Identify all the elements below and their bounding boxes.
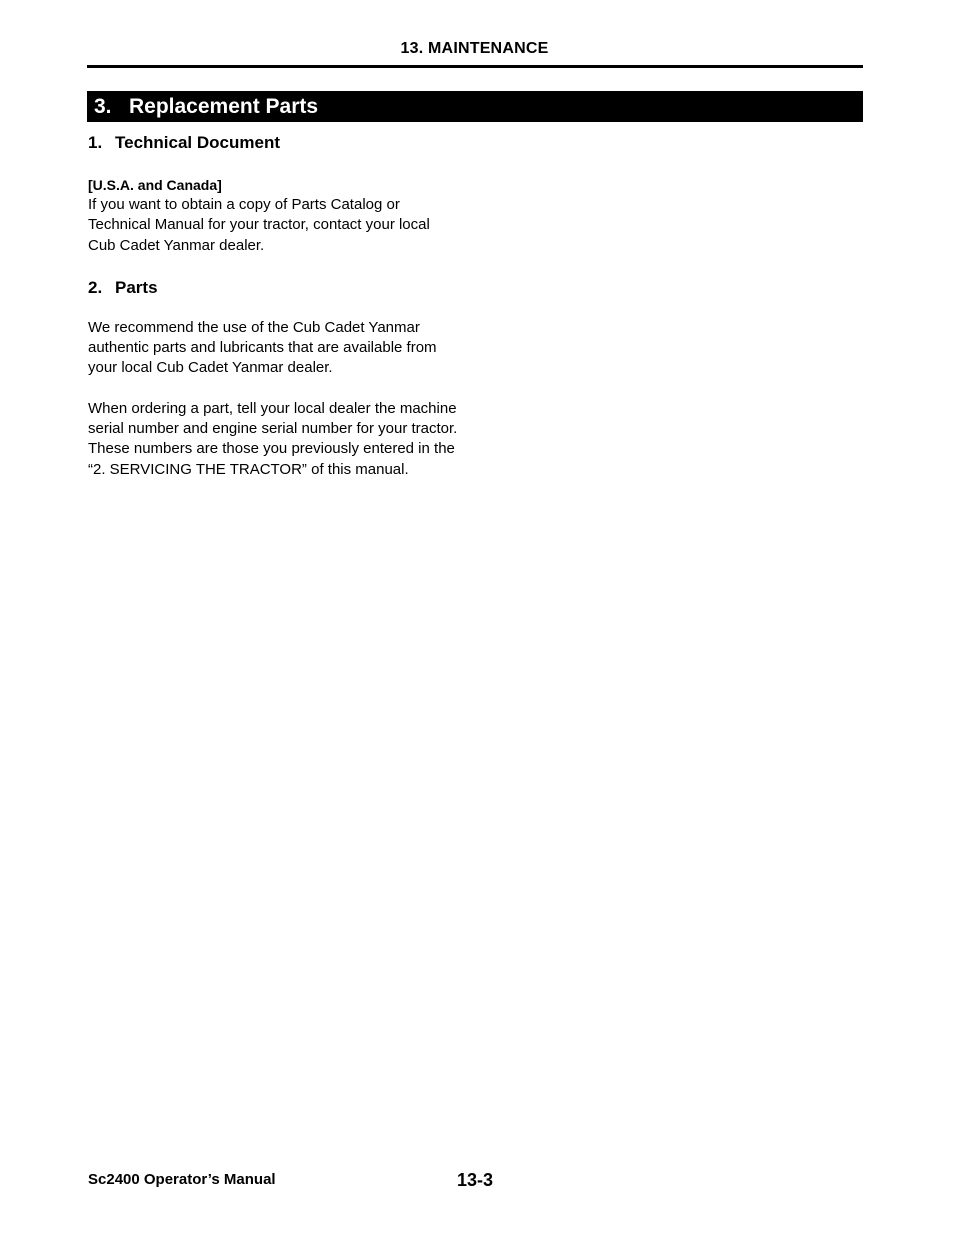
subsection-number: 1. (88, 133, 103, 152)
technical-document-paragraph: If you want to obtain a copy of Parts Catalog or Technical Manual for your tractor, contact your local Cub Cadet Yanmar dealer. (88, 196, 430, 254)
footer-page-number: 13-3 (457, 1170, 494, 1190)
section-title-bar (87, 91, 863, 122)
header-divider (87, 65, 863, 68)
footer-manual-name: Sc2400 Operator’s Manual (88, 1171, 276, 1188)
subsection-heading-technical-document (88, 131, 458, 155)
parts-recommend-paragraph: We recommend the use of the Cub Cadet Yanmar authentic parts and lubricants that are available from your local Cub Cadet Yanmar dealer. (88, 318, 437, 377)
chapter-header: 13. MAINTENANCE (400, 40, 549, 57)
region-label: [U.S.A. and Canada] (88, 177, 222, 193)
parts-ordering-paragraph: When ordering a part, tell your local dealer the machine serial number and engine serial number for your tractor. These numbers are those you previously entered in the “2. SERVICING THE TRACTOR” of this manual. (88, 399, 458, 478)
subsection-heading-parts (88, 276, 458, 300)
section-number: 3. (94, 95, 112, 118)
section-title: Replacement Parts (129, 95, 319, 118)
page-content (88, 131, 458, 480)
subsection-number: 2. (88, 277, 103, 297)
subsection-title: Technical Document (115, 133, 280, 152)
subsection-title: Parts (115, 277, 158, 297)
